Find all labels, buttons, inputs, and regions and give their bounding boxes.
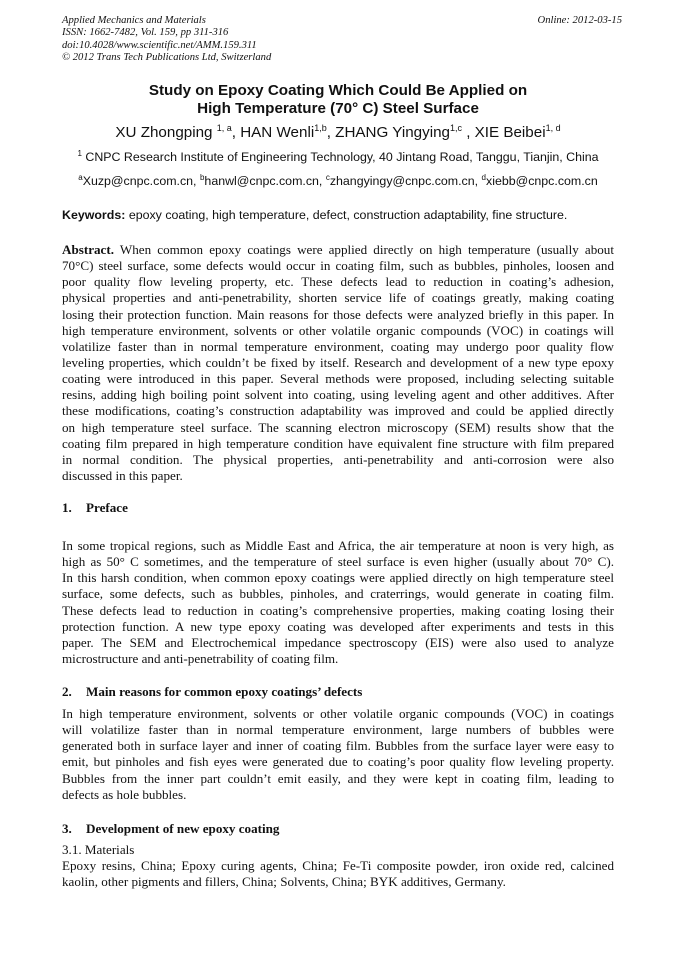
abstract-line: these modifications, coating’s construction adaptability was improved and could be applied directly xyxy=(62,403,614,419)
journal-header xyxy=(62,15,622,65)
section-title: Main reasons for common epoxy coatings’ defects xyxy=(86,684,363,699)
author-name: XIE Beibei xyxy=(474,124,546,141)
email-sup: b xyxy=(199,173,205,182)
paragraph-line: defects as hole bubbles. xyxy=(62,786,187,802)
abstract-line: poor quality flow leveling property, etc. These defects lead to reduction in coating’s adhesion, xyxy=(62,274,614,290)
email-sup: d xyxy=(481,173,486,182)
abstract-line: volatilize faster than in normal temperature environment, coating may undergo poor quality flow xyxy=(62,338,614,354)
abstract-line: discussed in this paper. xyxy=(62,467,183,483)
issn: ISSN: 1662-7482, Vol. 159, pp 311-316 xyxy=(62,27,229,39)
section-number: 2. xyxy=(62,684,72,699)
affiliation-sup: 1 xyxy=(77,149,82,158)
affiliation xyxy=(62,150,614,165)
paragraph-line: emit, but pinholes and fish eyes were generated due to coating’s poor quality flow leveling property. xyxy=(62,754,614,770)
copyright: © 2012 Trans Tech Publications Ltd, Switzerland xyxy=(62,52,272,64)
paragraph-line: surface, some defects, such as bubbles, pinholes, and craterrings, would generate in coating film. xyxy=(62,586,614,602)
paragraph-line: paper. The SEM and Electrochemical impedance spectroscopy (EIS) were also used to analyze xyxy=(62,634,614,650)
subsection-heading-materials: 3.1. Materials xyxy=(62,842,135,857)
title-line-1: Study on Epoxy Coating Which Could Be Applied on xyxy=(148,82,528,99)
abstract xyxy=(62,242,614,484)
author-affil-sup: 1,b xyxy=(314,123,327,133)
author-name: ZHANG Yingying xyxy=(335,124,450,141)
email-address: xiebb@cnpc.com.cn xyxy=(486,174,598,188)
section-number: 1. xyxy=(62,500,72,515)
email-address: Xuzp@cnpc.com.cn, xyxy=(82,174,197,188)
email-address: hanwl@cnpc.com.cn, xyxy=(204,174,323,188)
keywords-label: Keywords: xyxy=(62,208,126,222)
paragraph-line: In some tropical regions, such as Middle East and Africa, the air temperature at noon is very high, as xyxy=(62,538,614,553)
author-affil-sup: 1, d xyxy=(545,123,561,133)
abstract-line: leveling properties, which couldn’t be fixed by itself. Research and development of a new type epoxy xyxy=(62,354,614,370)
abstract-line: losing their protection function. Main reasons for those defects were analyzed briefly in this paper. In xyxy=(62,306,614,322)
abstract-line: When common epoxy coatings were applied directly on high temperature (usually about xyxy=(119,242,614,257)
paragraph-line: In this harsh condition, when common epoxy coatings were applied directly on high temperature steel xyxy=(62,570,614,586)
preface-paragraph xyxy=(62,538,614,667)
paragraph-line: Epoxy resins, China; Epoxy curing agents, China; Fe-Ti composite powder, iron oxide red, calcined xyxy=(62,858,614,873)
email-sup: c xyxy=(325,173,330,182)
section-heading-preface xyxy=(62,500,128,516)
main-reasons-paragraph xyxy=(62,706,614,803)
author-name: HAN Wenli xyxy=(240,124,315,141)
email-list xyxy=(62,174,614,189)
journal-name: Applied Mechanics and Materials xyxy=(62,15,206,26)
section-heading-main-reasons xyxy=(62,684,362,700)
section-heading-development xyxy=(62,821,279,837)
abstract-line: 70°C) steel surface, some defects would occur in coating film, such as bubbles, pinholes, loosen and xyxy=(62,258,614,274)
paragraph-line: In high temperature environment, solvents or other volatile organic compounds (VOC) in coatings xyxy=(62,706,614,721)
section-number: 3. xyxy=(62,821,72,836)
author-affil-sup: 1,c xyxy=(449,123,462,133)
abstract-line: resins, adding high boiling point solvent into coating, using leveling agent and other additives. After xyxy=(62,387,614,403)
doi: doi:10.4028/www.scientific.net/AMM.159.311 xyxy=(62,39,257,51)
author-name: XU Zhongping xyxy=(115,124,213,141)
paragraph-line: protection function. A new type epoxy coating was developed after experiments and tests in this xyxy=(62,618,614,634)
abstract-line: high temperature environment, solvents or other volatile organic compounds (VOC) in coatings will xyxy=(62,322,614,338)
materials-paragraph xyxy=(62,858,614,890)
paragraph-line: These defects lead to reduction in coating’s comprehensive properties, making coating losing their xyxy=(62,602,614,618)
abstract-line: coating were introduced in this paper. Several methods were proposed, including selecting suitable xyxy=(62,371,614,387)
email-address: zhangyingy@cnpc.com.cn, xyxy=(329,174,479,188)
abstract-label: Abstract. xyxy=(62,242,114,257)
online-date: Online: 2012-03-15 xyxy=(537,15,622,26)
title-line-2: High Temperature (70° C) Steel Surface xyxy=(197,100,479,117)
abstract-line: on high temperature steel surface. The scanning electron microscopy (SEM) results show that the xyxy=(62,419,614,435)
affiliation-text: CNPC Research Institute of Engineering Technology, 40 Jintang Road, Tanggu, Tianjin, China xyxy=(85,150,599,164)
paragraph-line: will volatilize faster than in normal temperature environment, large numbers of bubbles were xyxy=(62,722,614,738)
abstract-line: physical properties and anti-penetrability, shorten service life of coatings greatly, making coating xyxy=(62,290,614,306)
email-sup: a xyxy=(78,173,83,182)
paragraph-line: microstructure and anti-penetrability of coating film. xyxy=(62,650,339,666)
author-list: XU Zhongping $^{1, a}$, HAN Wenli$^{1,b}$, ZHANG Yingying$^{1,c}$ , XIE Beibei$^{1, d}$ xyxy=(115,123,561,141)
paragraph-line: Bubbles from the inner part couldn’t emit easily, and they were kept in coating film, leading to xyxy=(62,770,614,786)
keywords-text: epoxy coating, high temperature, defect, construction adaptability, fine structure. xyxy=(128,208,568,222)
paragraph-line: kaolin, other pigments and fillers, China; Solvents, China; BYK additives, Germany. xyxy=(62,874,506,890)
paragraph-line: generated both in surface layer and inner of coating film. Bubbles from the surface layer were easy to xyxy=(62,738,614,754)
paragraph-line: high as 50° C sometimes, and the temperature of steel surface is even higher (usually about 70° C). xyxy=(62,554,614,570)
abstract-line: in normal condition. The physical properties, anti-penetrability and anti-corrosion were also xyxy=(62,451,614,467)
section-title: Development of new epoxy coating xyxy=(86,821,280,836)
author-affil-sup: 1, a xyxy=(216,123,232,133)
section-title: Preface xyxy=(86,500,128,515)
paper-title xyxy=(62,82,614,118)
abstract-line: coating film prepared in high temperature condition have equivalent fine structure with film prepared xyxy=(62,435,614,451)
keywords xyxy=(62,208,614,223)
